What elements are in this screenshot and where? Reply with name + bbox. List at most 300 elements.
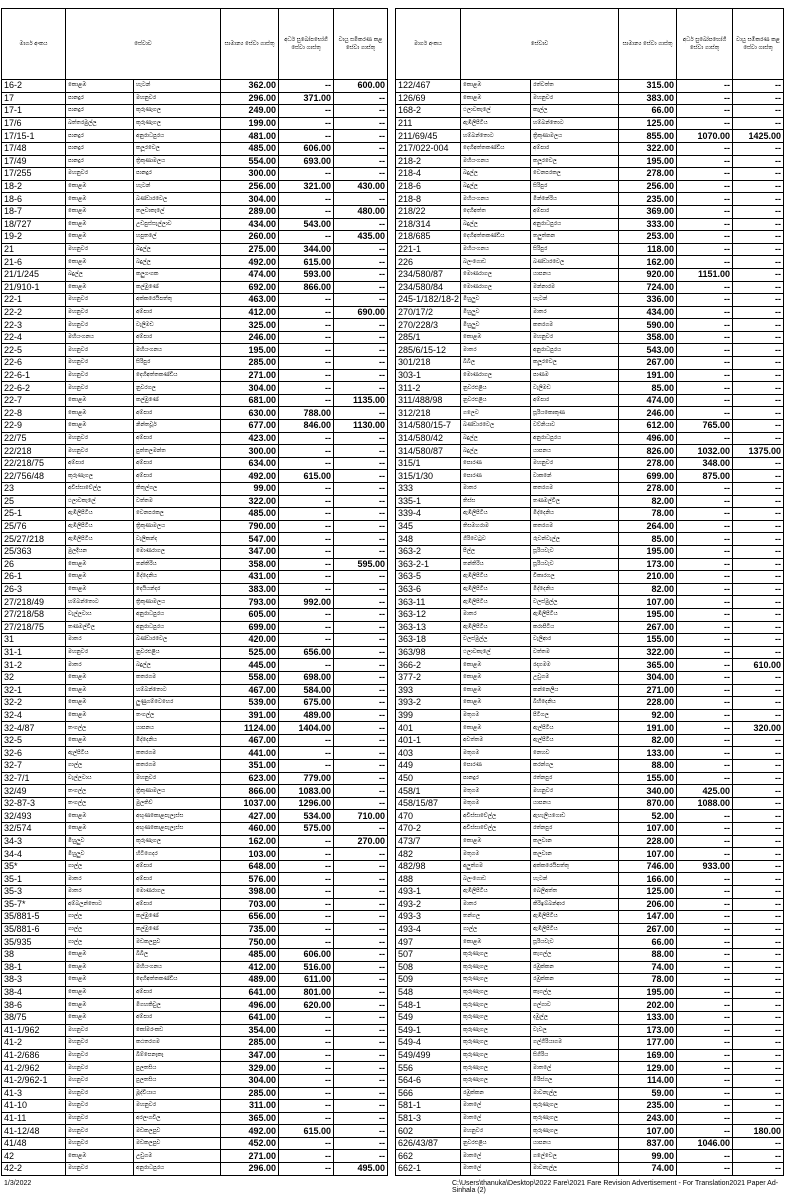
- normal-fare-cell: 656.00: [221, 911, 279, 924]
- table-row: [2, 671, 388, 684]
- semi-luxury-fare-cell: 656.00: [279, 646, 334, 659]
- ac-fare-cell: --: [334, 508, 388, 521]
- origin-cell: බත්තරමුල්ල: [66, 117, 134, 130]
- normal-fare-cell: 278.00: [619, 168, 677, 181]
- route-number-cell: 662: [396, 1150, 461, 1163]
- semi-luxury-fare-cell: --: [279, 331, 334, 344]
- destination-cell: නුවරගල: [134, 382, 221, 395]
- origin-cell: තංගල්ල: [66, 785, 134, 798]
- origin-cell: බදුල්ල: [461, 445, 531, 458]
- normal-fare-cell: 195.00: [619, 545, 677, 558]
- ac-fare-cell: 1425.00: [733, 130, 784, 143]
- semi-luxury-fare-cell: --: [279, 205, 334, 218]
- semi-luxury-fare-cell: --: [677, 697, 733, 710]
- route-number-cell: 493-3: [396, 911, 461, 924]
- origin-cell: ඇඹිලිපිටිය: [461, 508, 531, 521]
- semi-luxury-fare-cell: --: [279, 898, 334, 911]
- destination-cell: මිද්දෙනිය: [134, 571, 221, 584]
- destination-cell: සූරියකොකුණ: [531, 407, 619, 420]
- normal-fare-cell: 826.00: [619, 445, 677, 458]
- origin-cell: කොළඹ: [66, 1150, 134, 1163]
- ac-fare-cell: --: [334, 684, 388, 697]
- origin-cell: පානදුර: [66, 92, 134, 105]
- origin-cell: කොළඹ: [461, 697, 531, 710]
- semi-luxury-fare-cell: --: [677, 382, 733, 395]
- route-number-cell: 363-13: [396, 621, 461, 634]
- destination-cell: අනුරාධපුරය: [134, 130, 221, 143]
- table-row: [2, 1037, 388, 1050]
- ac-fare-cell: --: [334, 92, 388, 105]
- table-row: [396, 268, 784, 281]
- semi-luxury-fare-cell: --: [279, 457, 334, 470]
- origin-cell: කුරුණෑගල: [461, 961, 531, 974]
- route-number-cell: 470: [396, 810, 461, 823]
- table-row: [2, 734, 388, 747]
- route-number-cell: 32-5: [2, 734, 66, 747]
- semi-luxury-fare-cell: --: [677, 747, 733, 760]
- table-row: [2, 772, 388, 785]
- destination-cell: අරලංගවිල: [134, 1112, 221, 1125]
- route-number-cell: 509: [396, 974, 461, 987]
- semi-luxury-fare-cell: --: [677, 432, 733, 445]
- table-row: [2, 1062, 388, 1075]
- route-number-cell: 38: [2, 948, 66, 961]
- destination-cell: වැලිකන්ද: [134, 533, 221, 546]
- normal-fare-cell: 107.00: [619, 596, 677, 609]
- table-row: [2, 986, 388, 999]
- normal-fare-cell: 630.00: [221, 407, 279, 420]
- origin-cell: කොළඹ: [461, 659, 531, 672]
- normal-fare-cell: 412.00: [221, 961, 279, 974]
- destination-cell: පානදුර: [134, 168, 221, 181]
- ac-fare-cell: --: [733, 193, 784, 206]
- table-row: [2, 1011, 388, 1024]
- table-row: [396, 432, 784, 445]
- route-number-cell: 18-2: [2, 180, 66, 193]
- destination-cell: නින්තවූර්: [134, 420, 221, 433]
- semi-luxury-fare-cell: --: [677, 848, 733, 861]
- route-number-cell: 35/881-5: [2, 911, 66, 924]
- normal-fare-cell: 496.00: [619, 432, 677, 445]
- route-number-cell: 363-18: [396, 634, 461, 647]
- normal-fare-cell: 278.00: [619, 483, 677, 496]
- normal-fare-cell: 74.00: [619, 961, 677, 974]
- origin-cell: මාතලේ: [461, 1100, 531, 1113]
- semi-luxury-fare-cell: 846.00: [279, 420, 334, 433]
- destination-cell: ඇල්පිටිය: [531, 722, 619, 735]
- table-row: [2, 457, 388, 470]
- semi-luxury-fare-cell: --: [279, 1037, 334, 1050]
- header-ac-fare: වායු සමීකරණ කළ සේවා ගාස්තු: [733, 9, 784, 80]
- ac-fare-cell: --: [733, 155, 784, 168]
- destination-cell: රඹුක්කන: [531, 974, 619, 987]
- table-row: [396, 495, 784, 508]
- semi-luxury-fare-cell: --: [677, 810, 733, 823]
- origin-cell: කොළඹ: [66, 256, 134, 269]
- semi-luxury-fare-cell: --: [677, 294, 733, 307]
- origin-cell: මතුගම: [461, 797, 531, 810]
- origin-cell: කොළඹ: [461, 936, 531, 949]
- table-row: [2, 231, 388, 244]
- normal-fare-cell: 256.00: [221, 180, 279, 193]
- table-row: [396, 986, 784, 999]
- ac-fare-cell: --: [733, 92, 784, 105]
- normal-fare-cell: 750.00: [221, 936, 279, 949]
- destination-cell: සූරියවැව: [531, 936, 619, 949]
- table-row: [396, 684, 784, 697]
- destination-cell: අක්කරෙයිපත්තු: [531, 860, 619, 873]
- destination-cell: සිරිපුර: [134, 357, 221, 370]
- destination-cell: මහනුවර: [531, 457, 619, 470]
- origin-cell: මතුගම: [461, 785, 531, 798]
- route-number-cell: 377-2: [396, 671, 461, 684]
- normal-fare-cell: 634.00: [221, 457, 279, 470]
- table-row: [396, 294, 784, 307]
- normal-fare-cell: 235.00: [619, 193, 677, 206]
- table-row: [2, 911, 388, 924]
- destination-cell: පුලතසිය: [134, 1062, 221, 1075]
- route-number-cell: 22/218/75: [2, 457, 66, 470]
- destination-cell: ගල්ගිරියාගම: [531, 1037, 619, 1050]
- ac-fare-cell: --: [733, 142, 784, 155]
- table-row: [2, 722, 388, 735]
- ac-fare-cell: --: [733, 734, 784, 747]
- table-row: [396, 936, 784, 949]
- ac-fare-cell: --: [733, 1011, 784, 1024]
- table-row: [2, 886, 388, 899]
- table-row: [396, 256, 784, 269]
- semi-luxury-fare-cell: --: [677, 734, 733, 747]
- destination-cell: ත්‍රිකුණාමලය: [134, 785, 221, 798]
- table-row: [396, 357, 784, 370]
- semi-luxury-fare-cell: 675.00: [279, 697, 334, 710]
- route-number-cell: 22-7: [2, 394, 66, 407]
- normal-fare-cell: 191.00: [619, 369, 677, 382]
- origin-cell: මහනුවර: [66, 243, 134, 256]
- normal-fare-cell: 289.00: [221, 205, 279, 218]
- semi-luxury-fare-cell: --: [677, 1112, 733, 1125]
- destination-cell: බිබිල: [134, 948, 221, 961]
- route-number-cell: 301/218: [396, 357, 461, 370]
- destination-cell: මුලතිව්: [134, 797, 221, 810]
- table-row: [396, 331, 784, 344]
- table-row: [2, 1163, 388, 1176]
- origin-cell: ගාල්ල: [66, 760, 134, 773]
- destination-cell: කලූරවෙල: [134, 142, 221, 155]
- origin-cell: බලංගොඩ: [461, 873, 531, 886]
- ac-fare-cell: --: [733, 936, 784, 949]
- table-row: [396, 520, 784, 533]
- table-row: [396, 974, 784, 987]
- destination-cell: බිම්පෙනෑකෑ: [134, 1049, 221, 1062]
- destination-cell: රඹුක්කන: [531, 961, 619, 974]
- ac-fare-cell: --: [733, 772, 784, 785]
- route-number-cell: 556: [396, 1062, 461, 1075]
- destination-cell: රදාගමම: [531, 659, 619, 672]
- normal-fare-cell: 489.00: [221, 974, 279, 987]
- ac-fare-cell: --: [733, 558, 784, 571]
- ac-fare-cell: --: [733, 835, 784, 848]
- normal-fare-cell: 412.00: [221, 306, 279, 319]
- header-route-no: මාර්ග අංකය: [396, 9, 461, 80]
- table-row: [396, 231, 784, 244]
- destination-cell: ගලේවෙල: [531, 1150, 619, 1163]
- ac-fare-cell: --: [334, 1062, 388, 1075]
- ac-fare-cell: --: [733, 886, 784, 899]
- table-row: [2, 999, 388, 1012]
- normal-fare-cell: 590.00: [619, 319, 677, 332]
- origin-cell: ඇඹිලිපිටිය: [461, 117, 531, 130]
- ac-fare-cell: --: [334, 357, 388, 370]
- normal-fare-cell: 78.00: [619, 974, 677, 987]
- ac-fare-cell: --: [733, 1087, 784, 1100]
- table-row: [2, 583, 388, 596]
- table-row: [2, 785, 388, 798]
- ac-fare-cell: 595.00: [334, 558, 388, 571]
- normal-fare-cell: 612.00: [619, 420, 677, 433]
- normal-fare-cell: 147.00: [619, 911, 677, 924]
- table-row: [396, 734, 784, 747]
- origin-cell: මහනුවර: [461, 1125, 531, 1138]
- normal-fare-cell: 735.00: [221, 923, 279, 936]
- table-row: [2, 974, 388, 987]
- destination-cell: අනුරාධපුරය: [531, 218, 619, 231]
- route-number-cell: 403: [396, 747, 461, 760]
- route-number-cell: 26-1: [2, 571, 66, 584]
- origin-cell: මොණරාගල: [461, 369, 531, 382]
- table-row: [396, 709, 784, 722]
- normal-fare-cell: 496.00: [221, 999, 279, 1012]
- destination-cell: මහියංගනය: [134, 344, 221, 357]
- table-row: [2, 797, 388, 810]
- normal-fare-cell: 173.00: [619, 1024, 677, 1037]
- normal-fare-cell: 195.00: [619, 608, 677, 621]
- semi-luxury-fare-cell: --: [677, 558, 733, 571]
- route-number-cell: 27/218/58: [2, 608, 66, 621]
- ac-fare-cell: 430.00: [334, 180, 388, 193]
- ac-fare-cell: --: [334, 734, 388, 747]
- table-row: [2, 205, 388, 218]
- origin-cell: කොළඹ: [66, 180, 134, 193]
- route-number-cell: 34-3: [2, 835, 66, 848]
- ac-fare-cell: --: [334, 722, 388, 735]
- normal-fare-cell: 195.00: [619, 155, 677, 168]
- ac-fare-cell: --: [733, 621, 784, 634]
- origin-cell: මහනුවර: [66, 319, 134, 332]
- origin-cell: පානදුර: [66, 155, 134, 168]
- normal-fare-cell: 133.00: [619, 747, 677, 760]
- destination-cell: කලවාන: [531, 835, 619, 848]
- destination-cell: කලූරවෙල: [531, 357, 619, 370]
- ac-fare-cell: --: [334, 319, 388, 332]
- semi-luxury-fare-cell: --: [279, 369, 334, 382]
- normal-fare-cell: 793.00: [221, 596, 279, 609]
- ac-fare-cell: --: [334, 545, 388, 558]
- normal-fare-cell: 333.00: [619, 218, 677, 231]
- semi-luxury-fare-cell: 698.00: [279, 671, 334, 684]
- table-row: [396, 810, 784, 823]
- table-row: [2, 823, 388, 836]
- destination-cell: මිද්දෙනිය: [531, 583, 619, 596]
- origin-cell: දෙහිඅත්තකණ්ඩිය: [461, 142, 531, 155]
- destination-cell: අම්පාර: [134, 1011, 221, 1024]
- table-row: [396, 1112, 784, 1125]
- semi-luxury-fare-cell: --: [677, 936, 733, 949]
- table-row: [2, 1100, 388, 1113]
- normal-fare-cell: 398.00: [221, 886, 279, 899]
- ac-fare-cell: --: [334, 1011, 388, 1024]
- normal-fare-cell: 681.00: [221, 394, 279, 407]
- destination-cell: මොණරාගල: [134, 886, 221, 899]
- semi-luxury-fare-cell: 543.00: [279, 218, 334, 231]
- destination-cell: මහනුවර: [134, 1100, 221, 1113]
- header-normal-fare: සාමාන්‍ය සේවා ගාස්තු: [619, 9, 677, 80]
- route-number-cell: 662-1: [396, 1163, 461, 1176]
- table-row: [396, 760, 784, 773]
- semi-luxury-fare-cell: 801.00: [279, 986, 334, 999]
- table-row: [2, 142, 388, 155]
- semi-luxury-fare-cell: --: [279, 848, 334, 861]
- table-row: [2, 810, 388, 823]
- table-row: [396, 558, 784, 571]
- semi-luxury-fare-cell: --: [677, 1150, 733, 1163]
- destination-cell: නුවරඑළිය: [134, 646, 221, 659]
- table-row: [2, 117, 388, 130]
- route-number-cell: 126/69: [396, 92, 461, 105]
- ac-fare-cell: --: [733, 508, 784, 521]
- semi-luxury-fare-cell: --: [677, 835, 733, 848]
- route-number-cell: 25: [2, 495, 66, 508]
- semi-luxury-fare-cell: --: [677, 886, 733, 899]
- table-row: [2, 860, 388, 873]
- table-row: [2, 344, 388, 357]
- ac-fare-cell: --: [334, 1024, 388, 1037]
- normal-fare-cell: 311.00: [221, 1100, 279, 1113]
- origin-cell: තණමල්විල: [66, 621, 134, 634]
- ac-fare-cell: --: [733, 999, 784, 1012]
- route-number-cell: 41-12/48: [2, 1125, 66, 1138]
- semi-luxury-fare-cell: 765.00: [677, 420, 733, 433]
- route-number-cell: 18/727: [2, 218, 66, 231]
- normal-fare-cell: 260.00: [221, 231, 279, 244]
- origin-cell: කොළඹ: [461, 80, 531, 93]
- semi-luxury-fare-cell: --: [279, 306, 334, 319]
- ac-fare-cell: 610.00: [733, 659, 784, 672]
- destination-cell: මහනුවර: [134, 772, 221, 785]
- table-row: [396, 999, 784, 1012]
- origin-cell: කොළඹ: [461, 835, 531, 848]
- origin-cell: කුරුණෑගල: [461, 1024, 531, 1037]
- semi-luxury-fare-cell: --: [279, 734, 334, 747]
- route-number-cell: 363-2: [396, 545, 461, 558]
- ac-fare-cell: --: [733, 470, 784, 483]
- normal-fare-cell: 322.00: [619, 646, 677, 659]
- ac-fare-cell: --: [733, 634, 784, 647]
- semi-luxury-fare-cell: --: [279, 117, 334, 130]
- semi-luxury-fare-cell: 489.00: [279, 709, 334, 722]
- right-fare-table: [395, 8, 784, 1176]
- route-number-cell: 22-6: [2, 357, 66, 370]
- semi-luxury-fare-cell: --: [279, 193, 334, 206]
- ac-fare-cell: --: [733, 747, 784, 760]
- destination-cell: ගල්ගාව: [531, 999, 619, 1012]
- table-row: [396, 722, 784, 735]
- normal-fare-cell: 246.00: [221, 331, 279, 344]
- table-row: [396, 671, 784, 684]
- normal-fare-cell: 78.00: [619, 508, 677, 521]
- table-row: [396, 508, 784, 521]
- semi-luxury-fare-cell: --: [279, 634, 334, 647]
- table-row: [396, 1011, 784, 1024]
- normal-fare-cell: 191.00: [619, 722, 677, 735]
- ac-fare-cell: --: [733, 1163, 784, 1176]
- origin-cell: තන්තිරිය: [461, 558, 531, 571]
- route-number-cell: 32-7: [2, 760, 66, 773]
- destination-cell: බදුල්ල: [134, 243, 221, 256]
- origin-cell: කොළඹ: [461, 92, 531, 105]
- table-row: [396, 218, 784, 231]
- ac-fare-cell: --: [334, 268, 388, 281]
- ac-fare-cell: --: [334, 130, 388, 143]
- normal-fare-cell: 329.00: [221, 1062, 279, 1075]
- origin-cell: මහනුවර: [66, 1163, 134, 1176]
- ac-fare-cell: --: [334, 974, 388, 987]
- route-number-cell: 25-1: [2, 508, 66, 521]
- destination-cell: අම්පාර: [134, 306, 221, 319]
- semi-luxury-fare-cell: --: [677, 1100, 733, 1113]
- normal-fare-cell: 133.00: [619, 1011, 677, 1024]
- route-number-cell: 22-2: [2, 306, 66, 319]
- origin-cell: ගාල්ල: [66, 911, 134, 924]
- route-number-cell: 363-5: [396, 571, 461, 584]
- footer-date: 1/3/2022: [4, 1180, 32, 1187]
- normal-fare-cell: 264.00: [619, 520, 677, 533]
- ac-fare-cell: --: [733, 218, 784, 231]
- destination-cell: දෙහිඅත්තකණ්ඩිය: [134, 369, 221, 382]
- route-number-cell: 348: [396, 533, 461, 546]
- footer-file-path: C:\Users\thanuka\Desktop\2022 Fare\2021 Fare Revision Advertisement - For Translation2021 Paper Ad-Sinhala (2): [452, 1180, 779, 1194]
- ac-fare-cell: --: [334, 533, 388, 546]
- destination-cell: අම්පාර: [134, 407, 221, 420]
- route-number-cell: 21/910-1: [2, 281, 66, 294]
- route-number-cell: 32/49: [2, 785, 66, 798]
- ac-fare-cell: --: [733, 382, 784, 395]
- destination-cell: වැලිආර: [531, 634, 619, 647]
- ac-fare-cell: --: [334, 961, 388, 974]
- route-number-cell: 285/6/15-12: [396, 344, 461, 357]
- normal-fare-cell: 547.00: [221, 533, 279, 546]
- destination-cell: මිද්දෙනිය: [531, 508, 619, 521]
- semi-luxury-fare-cell: 1151.00: [677, 268, 733, 281]
- origin-cell: දෙහිඅත්ත: [461, 205, 531, 218]
- normal-fare-cell: 228.00: [619, 697, 677, 710]
- normal-fare-cell: 99.00: [619, 1150, 677, 1163]
- destination-cell: වත්තම: [134, 495, 221, 508]
- table-row: [396, 911, 784, 924]
- normal-fare-cell: 177.00: [619, 1037, 677, 1050]
- route-number-cell: 548-1: [396, 999, 461, 1012]
- normal-fare-cell: 195.00: [221, 344, 279, 357]
- origin-cell: කොළඹ: [66, 671, 134, 684]
- normal-fare-cell: 434.00: [221, 218, 279, 231]
- origin-cell: මහනුවර: [66, 1049, 134, 1062]
- normal-fare-cell: 431.00: [221, 571, 279, 584]
- normal-fare-cell: 467.00: [221, 684, 279, 697]
- normal-fare-cell: 304.00: [221, 193, 279, 206]
- semi-luxury-fare-cell: --: [677, 407, 733, 420]
- destination-cell: කුරුණෑගල: [531, 1100, 619, 1113]
- semi-luxury-fare-cell: --: [677, 948, 733, 961]
